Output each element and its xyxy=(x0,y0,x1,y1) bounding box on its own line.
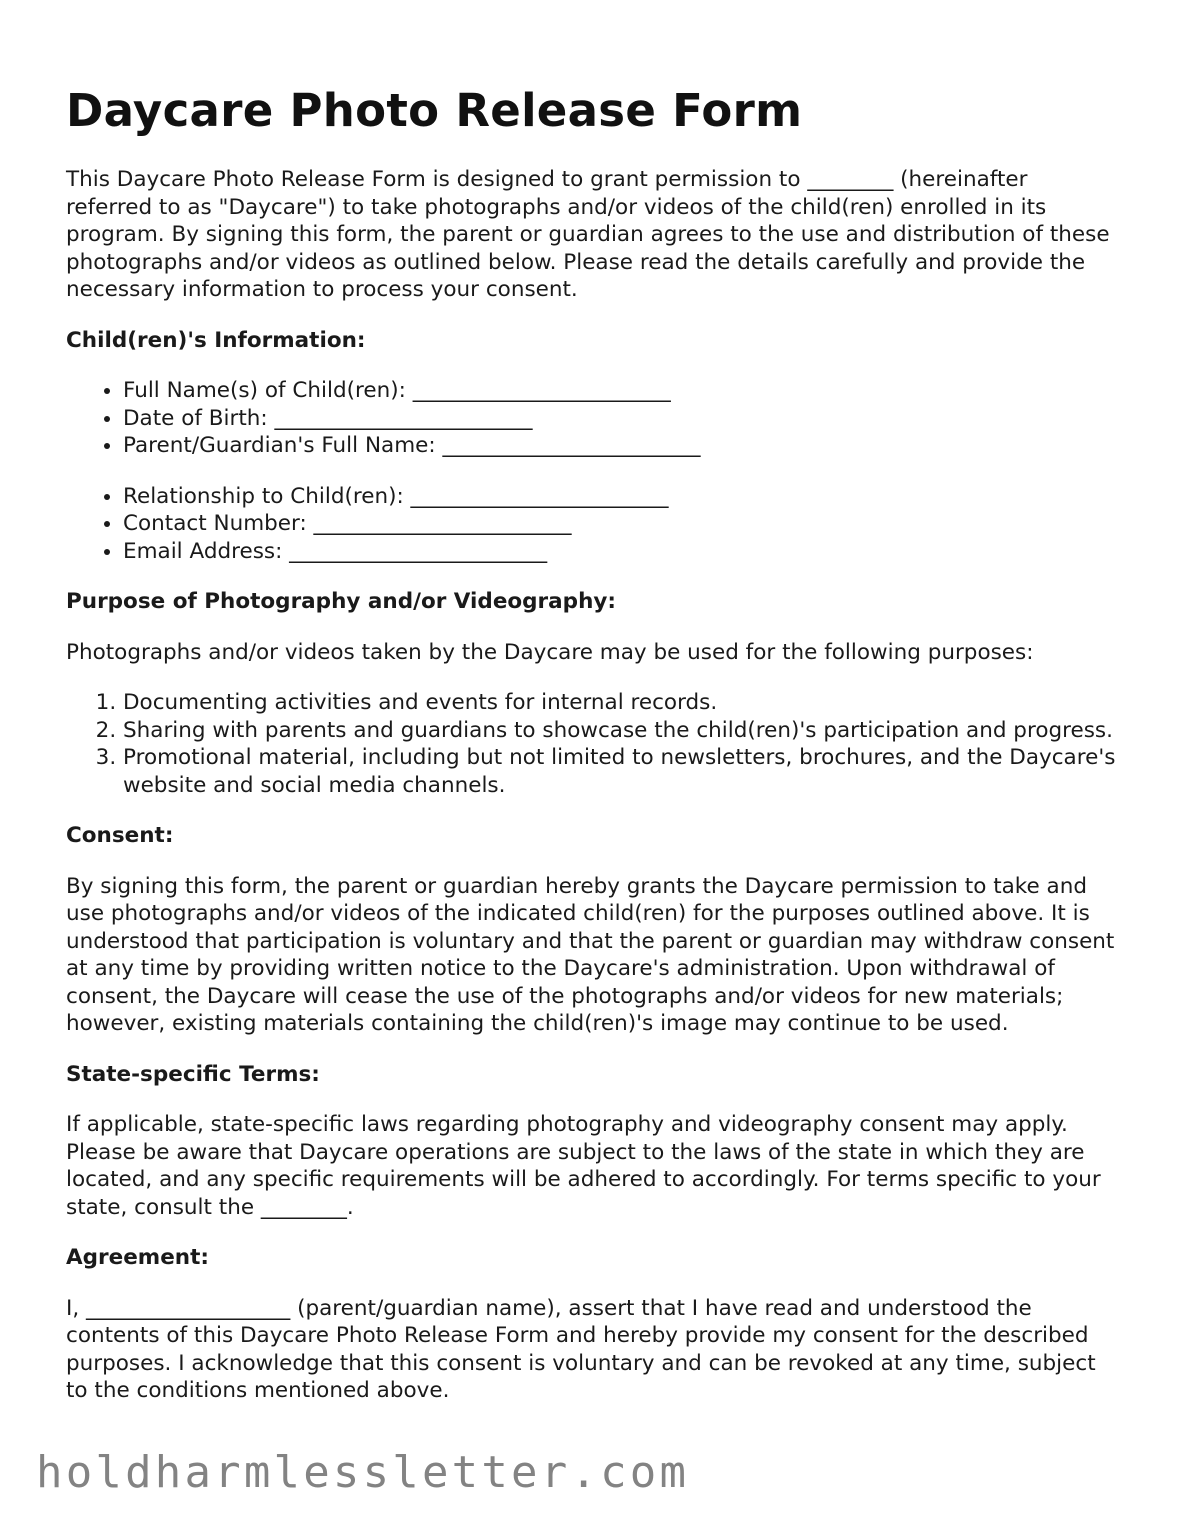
field-guardian-name: • Parent/Guardian's Full Name: ________________________ xyxy=(123,432,1116,460)
consent-text: By signing this form, the parent or guardian hereby grants the Daycare permission to take and use photographs and/or videos of the indicated child(ren) for the purposes outlined above. It is understood that participation is voluntary and that the parent or guardian may withdraw consent at any time by providing written notice to the Daycare's administration. Upon withdrawal of consent, the Daycare will cease the use of the photographs and/or videos for new materials; however, existing materials containing the child(ren)'s image may continue to be used. xyxy=(66,873,1115,1036)
intro-paragraph: This Daycare Photo Release Form is designed to grant permission to ________ (hereinafter referred to as "Daycare") to take photographs and/or videos of the child(ren) enrolled in its program. By signing this form, the parent or guardian agrees to the use and distribution of these photographs and/or videos as outlined below. Please read the details carefully and provide the necessary information to process your consent. xyxy=(66,167,1110,302)
children-info-heading: Child(ren)'s Information: xyxy=(66,327,366,353)
agreement-heading: Agreement: xyxy=(66,1245,209,1270)
children-info-list-b xyxy=(66,483,1116,566)
purpose-item: 1. Documenting activities and events for internal records. xyxy=(123,689,1116,717)
field-date-of-birth: • Date of Birth: ________________________ xyxy=(123,405,1116,433)
field-email-address: • Email Address: ________________________ xyxy=(123,538,1116,566)
consent-heading: Consent: xyxy=(66,823,174,848)
document-page xyxy=(66,80,1116,1428)
site-watermark: holdharmlessletter.com xyxy=(36,1447,690,1498)
purpose-item: 2. Sharing with parents and guardians to showcase the child(ren)'s participation and progress. xyxy=(123,717,1116,745)
state-terms-heading: State-specific Terms: xyxy=(66,1061,320,1087)
field-contact-number: • Contact Number: ________________________ xyxy=(123,510,1116,538)
purpose-intro: Photographs and/or videos taken by the Daycare may be used for the following purposes: xyxy=(66,639,1034,665)
purpose-heading: Purpose of Photography and/or Videography: xyxy=(66,589,616,614)
state-terms-text: If applicable, state-specific laws regarding photography and videography consent may apply. Please be aware that Daycare operations are subject to the laws of the state in which they are located, and any specific requirements will be adhered to accordingly. For terms specific to your state, consult the ________. xyxy=(66,1112,1101,1220)
purpose-list xyxy=(66,689,1116,799)
agreement-text: I, ___________________ (parent/guardian name), assert that I have read and understood the contents of this Daycare Photo Release Form and hereby provide my consent for the described purposes. I acknowledge that this consent is voluntary and can be revoked at any time, subject to the conditions mentioned above. xyxy=(66,1295,1096,1403)
children-info-list-a xyxy=(66,377,1116,460)
purpose-item: 3. Promotional material, including but not limited to newsletters, brochures, and the Daycare's website and social media channels. xyxy=(123,744,1116,799)
field-relationship: • Relationship to Child(ren): ________________________ xyxy=(123,483,1116,511)
page-title: Daycare Photo Release Form xyxy=(66,84,803,137)
field-child-names: • Full Name(s) of Child(ren): ________________________ xyxy=(123,377,1116,405)
